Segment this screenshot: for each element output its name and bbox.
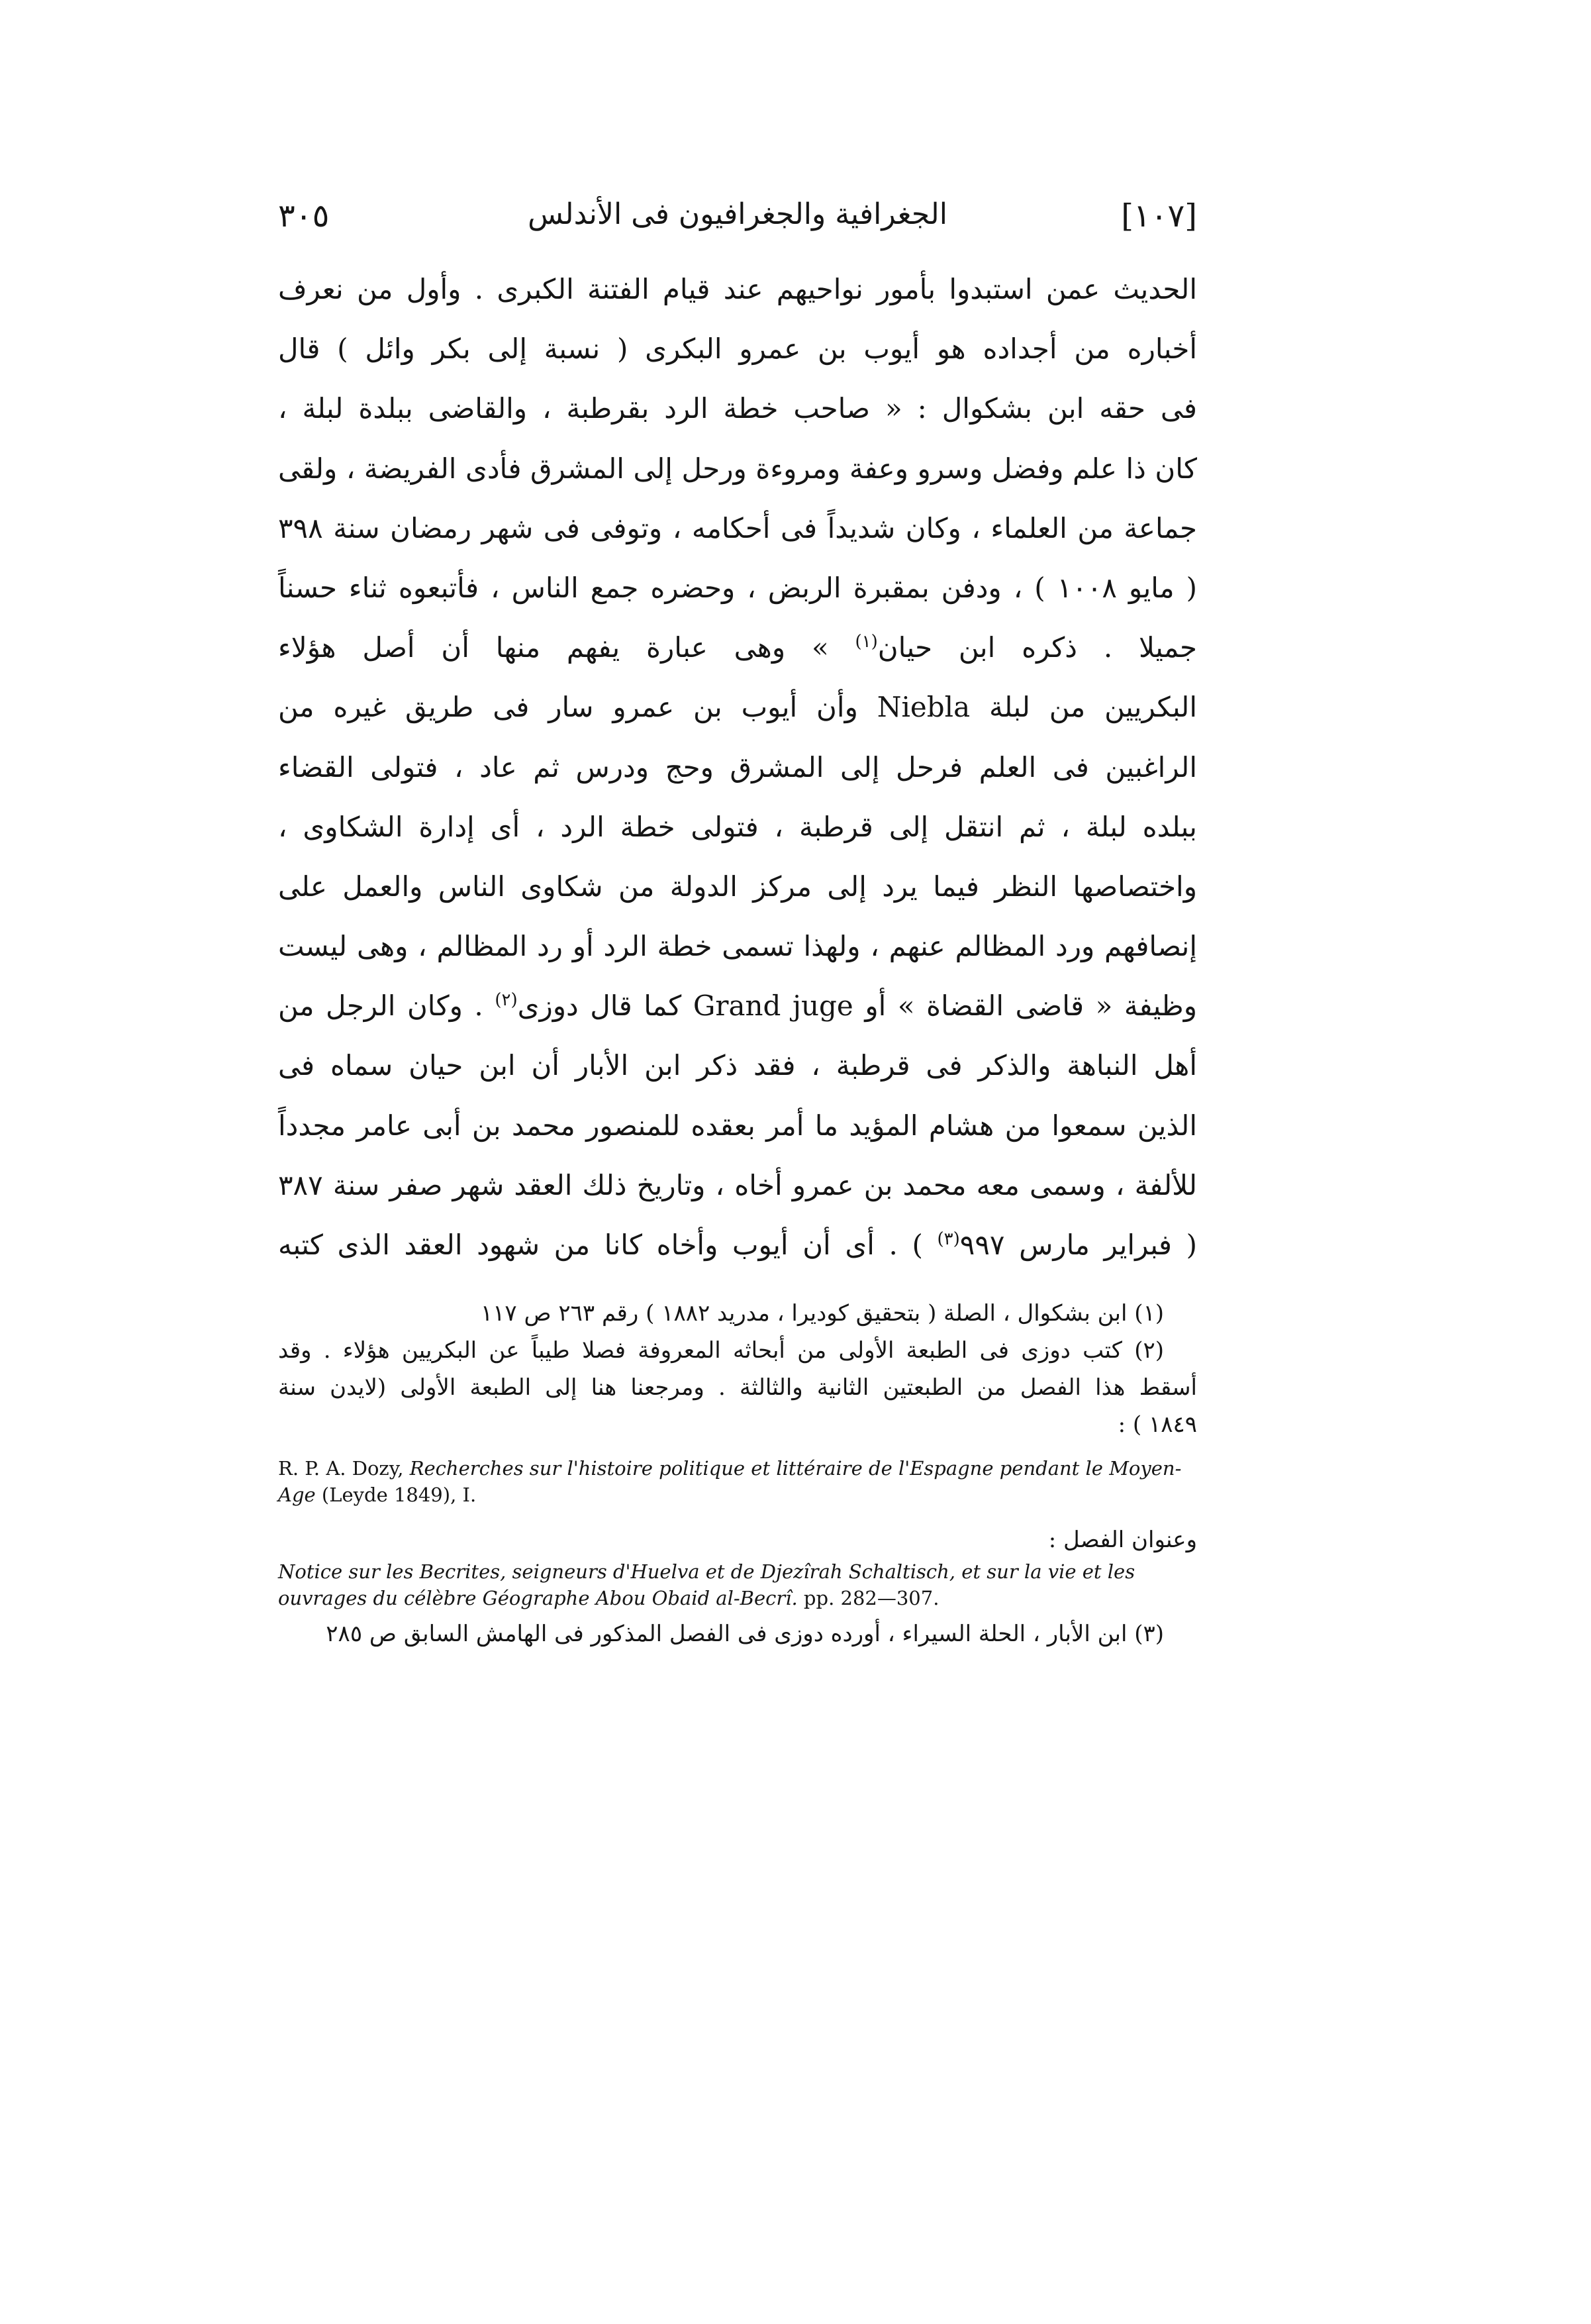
text-line: إنصافهم ورد المظالم عنهم ، ولهذا تسمى خطة الرد أو رد المظالم ، وهى ليست [278,930,1197,963]
notice-pages: pp. 282—307. [797,1587,940,1609]
notice-citation [278,1558,1197,1611]
footnote-2-continued: ١٨٤٩ ) : [1118,1411,1197,1438]
footnote-ref: (١) [855,632,878,652]
text-segment: جميلا . ذكره ابن حيان [877,631,1198,664]
page-header [278,192,1197,252]
text-segment: وظيفة « قاضى القضاة » أو Grand juge كما قال دوزى [517,989,1198,1023]
text-line: ( مايو ١٠٠٨ ) ، ودفن بمقبرة الربض ، وحضره جمع الناس ، فأتبعوه ثناء حسناً [278,571,1197,604]
footnote-ref: (٢) [495,990,518,1011]
footnote-2: (٢) كتب دوزى فى الطبعة الأولى من أبحاثه المعروفة فصلا طيباً عن البكريين هؤلاء . وقد [278,1337,1164,1364]
citation-author: R. P. A. Dozy, [278,1457,410,1480]
footnote-2-continued: أسقط هذا الفصل من الطبعتين الثانية والثالثة . ومرجعنا هنا إلى الطبعة الأولى (لايدن سنة [278,1374,1197,1401]
text-line: كان ذا علم وفضل وسرو وعفة ومروءة ورحل إلى المشرق فأدى الفريضة ، ولقى [278,452,1197,485]
text-segment: ) . أى أن أيوب وأخاه كانا من شهود العقد الذى كتبه [278,1229,938,1261]
text-line: الحديث عمن استبدوا بأمور نواحيهم عند قيام الفتنة الكبرى . وأول من نعرف [278,273,1197,305]
body-text [278,260,1197,1275]
citation-imprint: (Leyde 1849), I. [315,1484,477,1506]
text-segment: . وكان الرجل من [278,989,495,1023]
text-line: جماعة من العلماء ، وكان شديداً فى أحكامه ، وتوفى فى شهر رمضان سنة ٣٩٨ [278,511,1197,544]
text-line [278,1215,1197,1275]
text-line: البكريين من لبلة Niebla وأن أيوب بن عمرو سار فى طريق غيره من [278,691,1197,724]
footnote-3: (٣) ابن الأبار ، الحلة السيراء ، أورده دوزى فى الفصل المذكور فى الهامش السابق ص ٢٨٥ [326,1621,1164,1647]
dozy-citation [278,1455,1197,1508]
text-line: ببلده لبلة ، ثم انتقل إلى قرطبة ، فتولى خطة الرد ، أى إدارة الشكاوى ، [278,810,1197,843]
citation-title: Recherches sur l'histoire politique et littéraire de l'Espagne pendant le Moyen-Age [278,1457,1182,1506]
chapter-title-label: وعنوان الفصل : [1048,1527,1197,1553]
footnote-1: (١) ابن بشكوال ، الصلة ( بتحقيق كوديرا ، مدريد ١٨٨٢ ) رقم ٢٦٣ ص ١١٧ [480,1300,1164,1327]
notice-title: Notice sur les Becrites, seigneurs d'Huelva et de Djezîrah Schaltisch, et sur la vie et les ouvrages du célèbre Géographe Abou Obaid al-Becrî. [278,1560,1135,1609]
text-line [278,618,1197,678]
text-line: أخباره من أجداده هو أيوب بن عمرو البكرى ( نسبة إلى بكر وائل ) قال [278,332,1197,366]
running-title: الجغرافية والجغرافيون فى الأندلس [528,197,947,231]
text-line: واختصاصها النظر فيما يرد إلى مركز الدولة من شكاوى الناس والعمل على [278,870,1197,903]
footnotes [278,1295,1197,1652]
text-segment: » وهى عبارة يفهم منها أن أصل هؤلاء [278,631,855,664]
text-line [278,976,1197,1036]
text-line: فى حقه ابن بشكوال : « صاحب خطة الرد بقرطبة ، والقاضى ببلدة لبلة ، [278,392,1197,425]
text-line: الراغبين فى العلم فرحل إلى المشرق وحج ودرس ثم عاد ، فتولى القضاء [278,750,1197,783]
section-number: [١٠٧] [1121,197,1197,234]
page-number: ٣٠٥ [278,197,330,234]
footnote-ref: (٣) [937,1229,960,1249]
text-line: للألفة ، وسمى معه محمد بن عمرو أخاه ، وتاريخ ذلك العقد شهر صفر سنة ٣٨٧ [278,1168,1197,1201]
text-line: الذين سمعوا من هشام المؤيد ما أمر بعقده للمنصور محمد بن أبى عامر مجدداً [278,1109,1197,1142]
text-line: أهل النباهة والذكر فى قرطبة ، فقد ذكر ابن الأبار أن ابن حيان سماه فى [278,1049,1197,1082]
text-segment: ( فبراير مارس ٩٩٧ [959,1229,1197,1261]
